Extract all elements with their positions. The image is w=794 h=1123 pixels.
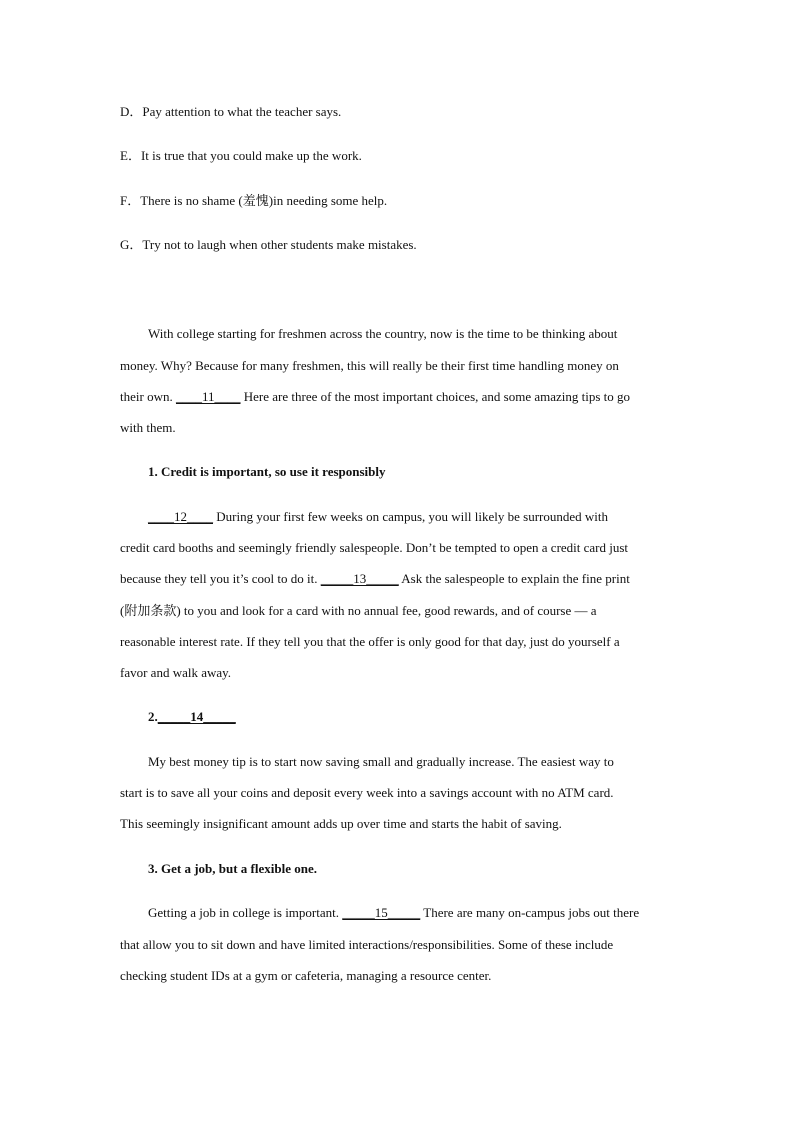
para2-line-2: start is to save all your coins and deposit every week into a savings account with no ATM card. — [120, 785, 614, 800]
option-text: Pay attention to what the teacher says. — [142, 104, 342, 119]
option-letter: F． — [120, 193, 141, 208]
option-text: Try not to laugh when other students make mistakes. — [142, 237, 417, 252]
para2-line-3: This seemingly insignificant amount adds up over time and starts the habit of saving. — [120, 816, 562, 831]
answer-blank-12: ____12____ — [148, 509, 213, 524]
section-heading-3: 3. Get a job, but a flexible one. — [148, 861, 317, 876]
intro-line-4: with them. — [120, 420, 176, 435]
option-text: There is no shame (羞愧)in needing some help. — [140, 193, 388, 208]
text-segment: There are many on-campus jobs out there — [420, 905, 640, 920]
intro-line-1: With college starting for freshmen across the country, now is the time to be thinking about — [148, 326, 618, 341]
heading-number: 2. — [148, 709, 158, 724]
option-letter: G． — [120, 237, 143, 252]
option-f — [120, 193, 680, 209]
intro-line-3 — [120, 389, 680, 405]
answer-blank-15: _____15_____ — [342, 905, 421, 920]
option-d — [120, 104, 680, 120]
para1-line-1 — [148, 509, 708, 525]
text-segment: their own. — [120, 389, 176, 404]
answer-blank-13: _____13_____ — [320, 571, 399, 586]
para1-line-4: (附加条款) to you and look for a card with no annual fee, good rewards, and of course — a — [120, 603, 597, 618]
answer-blank-11: ____11____ — [175, 389, 241, 404]
para1-line-2: credit card booths and seemingly friendly salespeople. Don’t be tempted to open a credit card just — [120, 540, 629, 555]
para3-line-3: checking student IDs at a gym or cafeteria, managing a resource center. — [120, 968, 492, 983]
option-g — [120, 237, 680, 253]
option-e — [120, 148, 680, 164]
section-heading-2 — [148, 709, 708, 725]
para3-line-1 — [148, 905, 708, 921]
text-segment: During your first few weeks on campus, you will likely be surrounded with — [213, 509, 608, 524]
text-segment: Here are three of the most important choices, and some amazing tips to go — [240, 389, 631, 404]
para2-line-1: My best money tip is to start now saving small and gradually increase. The easiest way to — [148, 754, 614, 769]
text-segment: Ask the salespeople to explain the fine print — [398, 571, 630, 586]
para3-line-2: that allow you to sit down and have limited interactions/responsibilities. Some of these include — [120, 937, 614, 952]
para1-line-6: favor and walk away. — [120, 665, 232, 680]
text-segment: Getting a job in college is important. — [148, 905, 343, 920]
option-letter: D． — [120, 104, 143, 119]
option-letter: E． — [120, 148, 141, 163]
section-heading-1: 1. Credit is important, so use it responsibly — [148, 464, 386, 479]
para1-line-3 — [120, 571, 680, 587]
intro-line-2: money. Why? Because for many freshmen, this will really be their first time handling money on — [120, 358, 619, 373]
option-text: It is true that you could make up the work. — [140, 148, 362, 163]
text-segment: because they tell you it’s cool to do it. — [120, 571, 321, 586]
para1-line-5: reasonable interest rate. If they tell you that the offer is only good for that day, just do yourself a — [120, 634, 620, 649]
answer-blank-14: _____14_____ — [157, 709, 236, 724]
